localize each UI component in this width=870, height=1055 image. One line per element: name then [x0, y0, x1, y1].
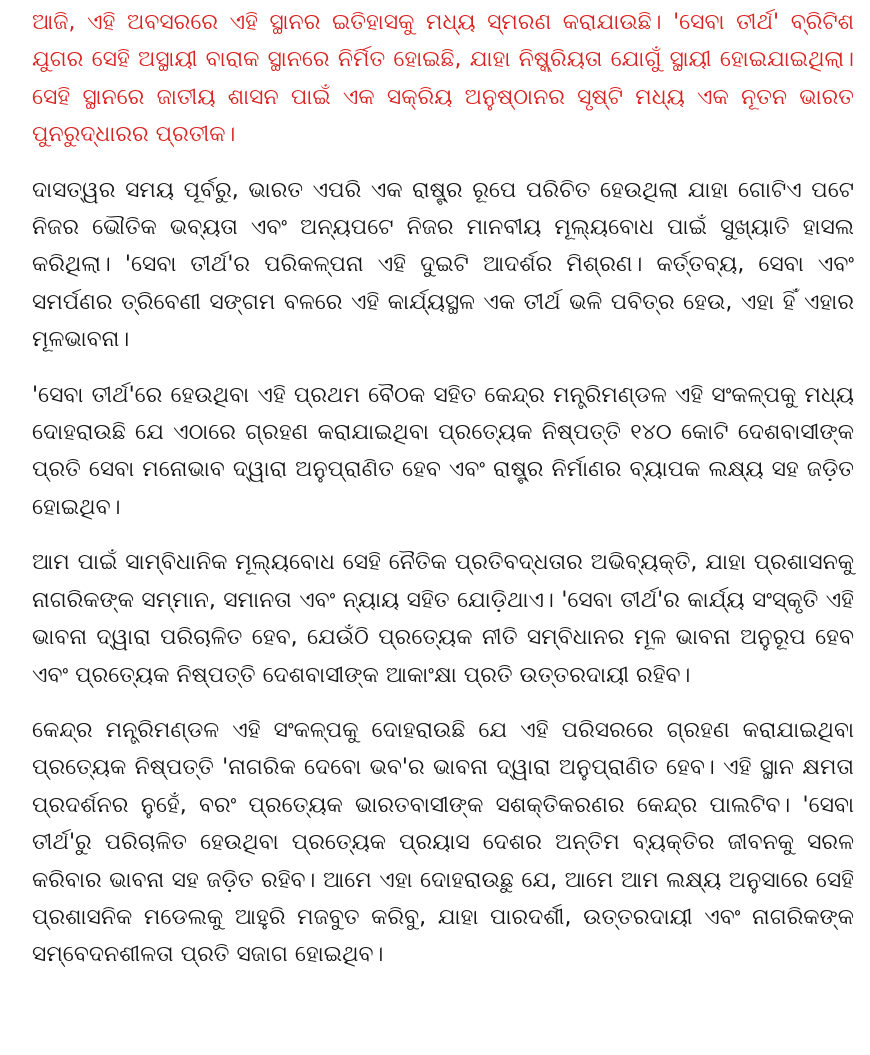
paragraph-gap: [32, 154, 854, 172]
paragraph-gap: [32, 694, 854, 712]
paragraph-intro-highlight: ଆଜି, ଏହି ଅବସରରେ ଏହି ସ୍ଥାନର ଇତିହାସକୁ ମଧ୍ୟ ସ୍ମରଣ କରାଯାଉଛି। 'ସେବା ତୀର୍ଥ' ବ୍ରିଟିଶ ଯୁଗର ସେହି ଅସ୍ଥାୟୀ ବାରାକ ସ୍ଥାନରେ ନିର୍ମିତ ହୋଇଛି, ଯାହା ନିଷ୍କ୍ରିୟତା ଯୋଗୁଁ ସ୍ଥାୟୀ ହୋଇଯାଇଥିଲା। ସେହି ସ୍ଥାନରେ ଜାତୀୟ ଶାସନ ପାଇଁ ଏକ ସକ୍ରିୟ ଅନୁଷ୍ଠାନର ସୃଷ୍ଟି ମଧ୍ୟ ଏକ ନୂତନ ଭାରତ ପୁନରୁଦ୍ଧାରର ପ୍ରତୀକ।: [32, 10, 854, 148]
paragraph-gap: [32, 526, 854, 544]
paragraph-heritage: ଦାସତ୍ୱର ସମୟ ପୂର୍ବରୁ, ଭାରତ ଏପରି ଏକ ରାଷ୍ଟ୍ର ରୂପେ ପରିଚିତ ହେଉଥିଲା ଯାହା ଗୋଟିଏ ପଟେ ନିଜର ଭୌତିକ ଭବ୍ୟତା ଏବଂ ଅନ୍ୟପଟେ ନିଜର ମାନବୀୟ ମୂଲ୍ୟବୋଧ ପାଇଁ ସୁଖ୍ୟାତି ହାସଲ କରିଥିଲା। 'ସେବା ତୀର୍ଥ'ର ପରିକଳ୍ପନା ଏହି ଦୁଇଟି ଆଦର୍ଶର ମିଶ୍ରଣ। କର୍ତ୍ତବ୍ୟ, ସେବା ଏବଂ ସମର୍ପଣର ତ୍ରିବେଣୀ ସଙ୍ଗମ ବଳରେ ଏହି କାର୍ଯ୍ୟସ୍ଥଳ ଏକ ତୀର୍ଥ ଭଳି ପବିତ୍ର ହେଉ, ଏହା ହିଁ ଏହାର ମୂଳଭାବନା।: [32, 177, 854, 353]
paragraph-first-meeting: 'ସେବା ତୀର୍ଥ'ରେ ହେଉଥିବା ଏହି ପ୍ରଥମ ବୈଠକ ସହିତ କେନ୍ଦ୍ର ମନ୍ତ୍ରିମଣ୍ଡଳ ଏହି ସଂକଳ୍ପକୁ ମଧ୍ୟ ଦୋହରାଉଛି ଯେ ଏଠାରେ ଗ୍ରହଣ କରାଯାଇଥିବା ପ୍ରତ୍ୟେକ ନିଷ୍ପତ୍ତି ୧୪୦ କୋଟି ଦେଶବାସୀଙ୍କ ପ୍ରତି ସେବା ମନୋଭାବ ଦ୍ୱାରା ଅନୁପ୍ରାଣିତ ହେବ ଏବଂ ରାଷ୍ଟ୍ର ନିର୍ମାଣର ବ୍ୟାପକ ଲକ୍ଷ୍ୟ ସହ ଜଡ଼ିତ ହୋଇଥିବ।: [32, 382, 854, 520]
paragraph-gap: [32, 359, 854, 377]
paragraph-constitutional-values: ଆମ ପାଇଁ ସାମ୍ବିଧାନିକ ମୂଲ୍ୟବୋଧ ସେହି ନୈତିକ ପ୍ରତିବଦ୍ଧତାର ଅଭିବ୍ୟକ୍ତି, ଯାହା ପ୍ରଶାସନକୁ ନାଗରିକଙ୍କ ସମ୍ମାନ, ସମାନତା ଏବଂ ନ୍ୟାୟ ସହିତ ଯୋଡ଼ିଥାଏ। 'ସେବା ତୀର୍ଥ'ର କାର୍ଯ୍ୟ ସଂସ୍କୃତି ଏହି ଭାବନା ଦ୍ୱାରା ପରିଚାଳିତ ହେବ, ଯେଉଁଠି ପ୍ରତ୍ୟେକ ନୀତି ସମ୍ବିଧାନର ମୂଳ ଭାବନା ଅନୁରୂପ ହେବ ଏବଂ ପ୍ରତ୍ୟେକ ନିଷ୍ପତ୍ତି ଦେଶବାସୀଙ୍କ ଆକାଂକ୍ଷା ପ୍ରତି ଉତ୍ତରଦାୟୀ ରହିବ।: [32, 550, 854, 688]
paragraph-cabinet-resolve: କେନ୍ଦ୍ର ମନ୍ତ୍ରିମଣ୍ଡଳ ଏହି ସଂକଳ୍ପକୁ ଦୋହରାଉଛି ଯେ ଏହି ପରିସରରେ ଗ୍ରହଣ କରାଯାଇଥିବା ପ୍ରତ୍ୟେକ ନିଷ୍ପତ୍ତି 'ନାଗରିକ ଦେବୋ ଭବ'ର ଭାବନା ଦ୍ୱାରା ଅନୁପ୍ରାଣିତ ହେବ। ଏହି ସ୍ଥାନ କ୍ଷମତା ପ୍ରଦର୍ଶନର ନୁହେଁ, ବରଂ ପ୍ରତ୍ୟେକ ଭାରତବାସୀଙ୍କ ସଶକ୍ତିକରଣର କେନ୍ଦ୍ର ପାଲଟିବ। 'ସେବା ତୀର୍ଥ'ରୁ ପରିଚାଳିତ ହେଉଥିବା ପ୍ରତ୍ୟେକ ପ୍ରୟାସ ଦେଶର ଅନ୍ତିମ ବ୍ୟକ୍ତିର ଜୀବନକୁ ସରଳ କରିବାର ଭାବନା ସହ ଜଡ଼ିତ ରହିବ। ଆମେ ଏହା ଦୋହରାଉଛୁ ଯେ, ଆମେ ଆମ ଲକ୍ଷ୍ୟ ଅନୁସାରେ ସେହି ପ୍ରଶାସନିକ ମଡେଲକୁ ଆହୁରି ମଜବୁତ କରିବୁ, ଯାହା ପାରଦର୍ଶୀ, ଉତ୍ତରଦାୟୀ ଏବଂ ନାଗରିକଙ୍କ ସମ୍ବେଦନଶୀଳତା ପ୍ରତି ସଜାଗ ହୋଇଥିବ।: [32, 717, 854, 968]
